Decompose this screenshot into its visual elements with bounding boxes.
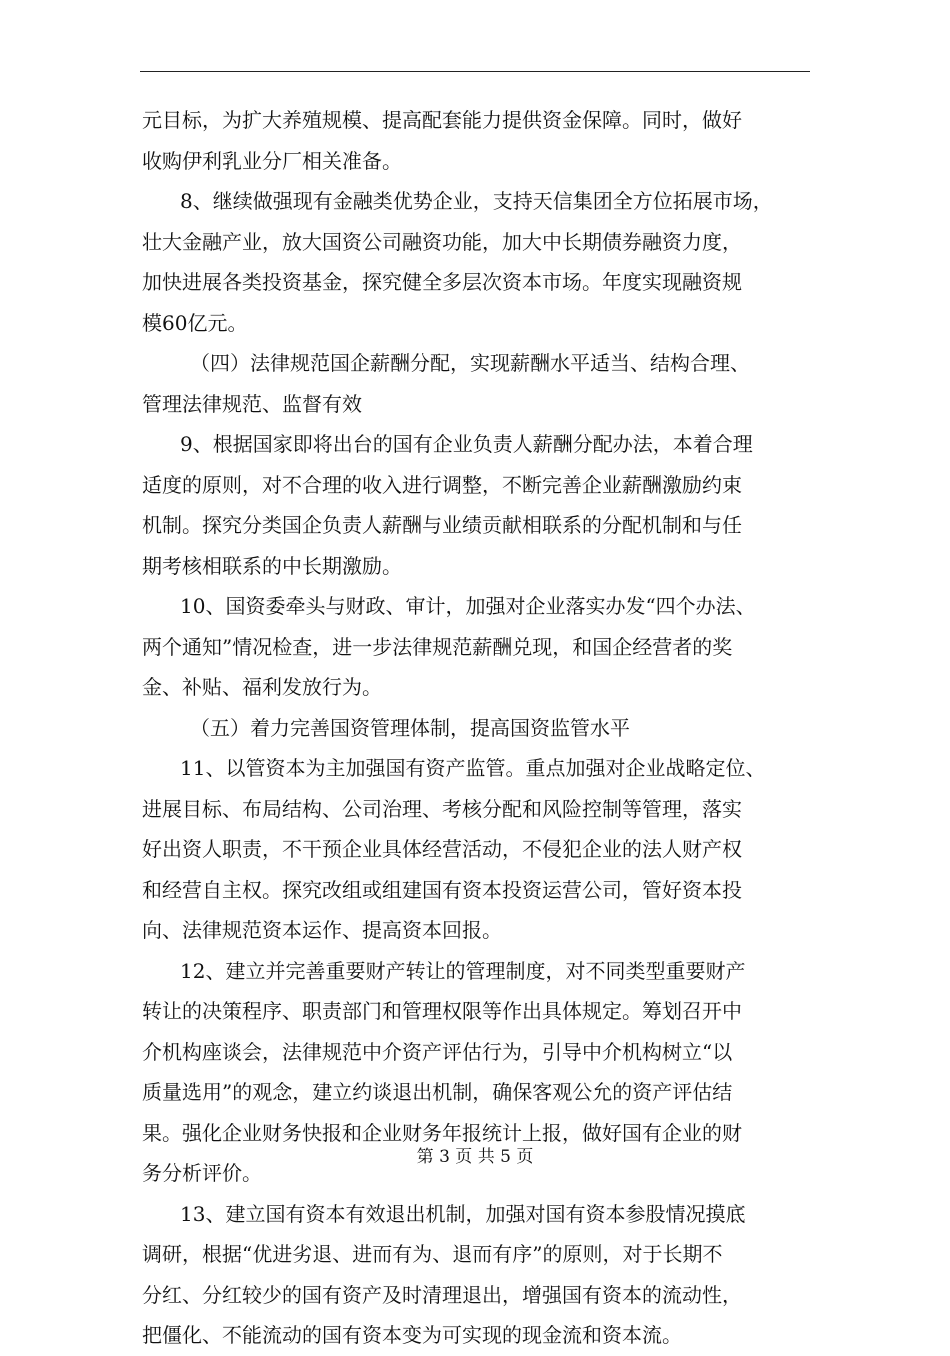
text-line: 期考核相联系的中长期激励。 <box>142 553 402 578</box>
text-line: 好出资人职责，不干预企业具体经营活动，不侵犯企业的法人财产权 <box>142 837 742 861</box>
paragraph-9-start: 9、根据国家即将出台的国有企业负责人薪酬分配办法，本着合理 <box>180 432 753 456</box>
text-line: 适度的原则，对不合理的收入进行调整，不断完善企业薪酬激励约束 <box>142 472 742 497</box>
text-line: 质量选用”的观念，建立约谈退出机制，确保客观公允的资产评估结 <box>142 1080 733 1104</box>
text-line: 转让的决策程序、职责部门和管理权限等作出具体规定。筹划召开中 <box>142 999 742 1023</box>
section-heading-4: （四）法律规范国企薪酬分配，实现薪酬水平适当、结构合理、 <box>190 351 750 375</box>
text-line: 金、补贴、福利发放行为。 <box>142 675 382 699</box>
page-number: 第 3 页 共 5 页 <box>416 1147 534 1167</box>
paragraph-13-start: 13、建立国有资本有效退出机制，加强对国有资本参股情况摸底 <box>180 1201 746 1226</box>
text-line: 分红、分红较少的国有资产及时清理退出，增强国有资本的流动性， <box>142 1282 742 1307</box>
text-line: 务分析评价。 <box>142 1161 262 1185</box>
text-line: 加快进展各类投资基金，探究健全多层次资本市场。年度实现融资规 <box>142 270 742 294</box>
text-line: 进展目标、布局结构、公司治理、考核分配和风险控制等管理，落实 <box>142 796 742 821</box>
text-line: 介机构座谈会，法律规范中介资产评估行为，引导中介机构树立“以 <box>142 1039 733 1064</box>
text-line: 果。强化企业财务快报和企业财务年报统计上报，做好国有企业的财 <box>142 1120 742 1145</box>
header-rule <box>140 71 810 72</box>
text-line: 元目标，为扩大养殖规模、提高配套能力提供资金保障。同时，做好 <box>142 108 742 132</box>
text-line: 收购伊利乳业分厂相关准备。 <box>142 148 402 173</box>
paragraph-8-start: 8、继续做强现有金融类优势企业，支持天信集团全方位拓展市场， <box>180 189 773 213</box>
text-line: 两个通知”情况检查，进一步法律规范薪酬兑现，和国企经营者的奖 <box>142 634 733 659</box>
text-line: 和经营自主权。探究改组或组建国有资本投资运营公司，管好资本投 <box>142 877 742 902</box>
paragraph-10-start: 10、国资委牵头与财政、审计，加强对企业落实办发“四个办法、 <box>180 594 756 618</box>
text-line: 模60亿元。 <box>142 310 248 335</box>
text-line: 机制。探究分类国企负责人薪酬与业绩贡献相联系的分配机制和与任 <box>142 513 742 537</box>
paragraph-12-start: 12、建立并完善重要财产转让的管理制度，对不同类型重要财产 <box>180 958 746 983</box>
text-line: 调研，根据“优进劣退、进而有为、退而有序”的原则，对于长期不 <box>142 1242 723 1266</box>
text-line: 壮大金融产业，放大国资公司融资功能，加大中长期债券融资力度， <box>142 229 742 254</box>
section-heading-4-cont: 管理法律规范、监督有效 <box>142 391 362 416</box>
text-line: 向、法律规范资本运作、提高资本回报。 <box>142 918 502 942</box>
text-line: 把僵化、不能流动的国有资本变为可实现的现金流和资本流。 <box>142 1323 682 1347</box>
section-heading-5: （五）着力完善国资管理体制，提高国资监管水平 <box>190 715 630 740</box>
paragraph-11-start: 11、以管资本为主加强国有资产监管。重点加强对企业战略定位、 <box>180 756 766 780</box>
